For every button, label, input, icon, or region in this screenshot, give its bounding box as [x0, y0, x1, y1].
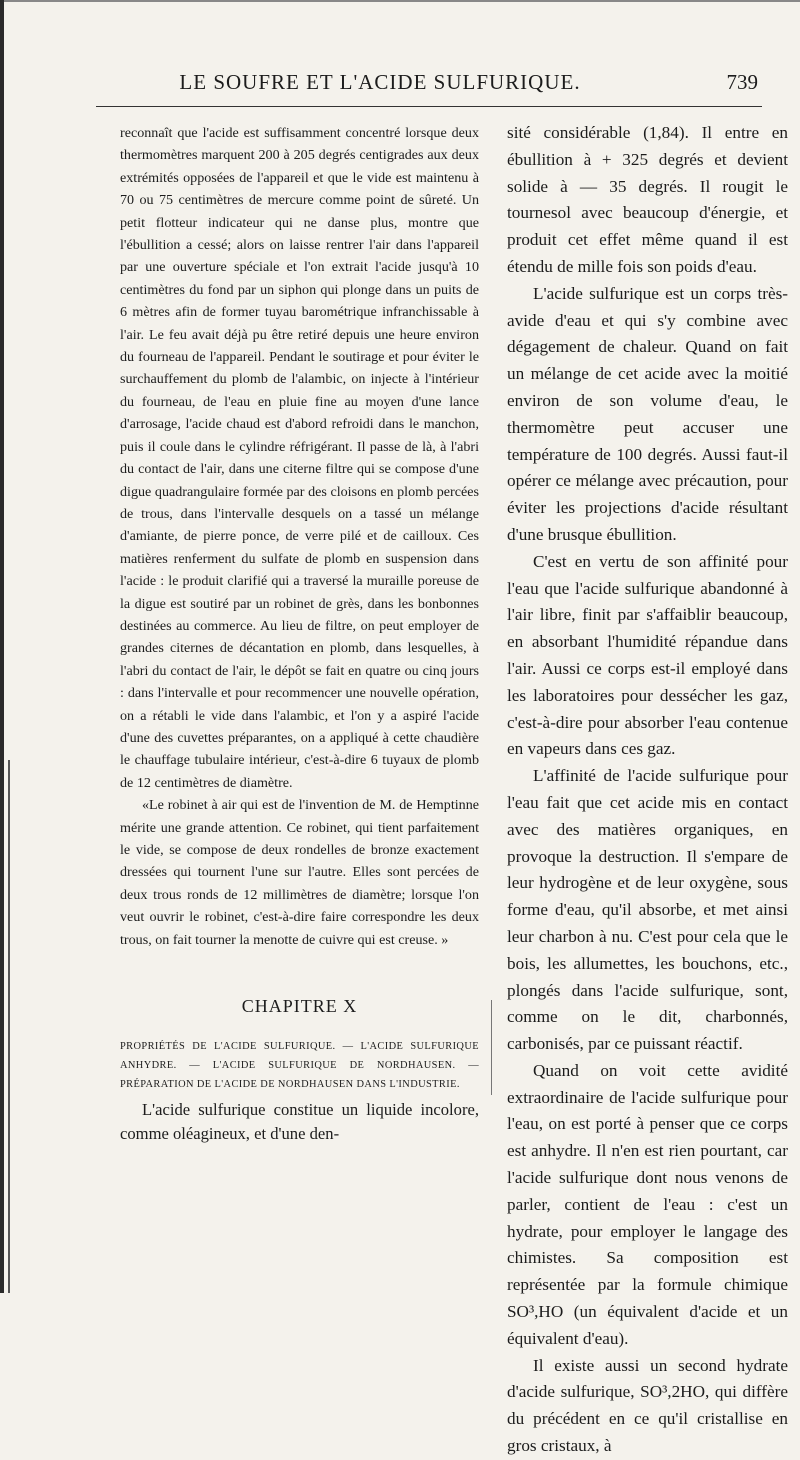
left-paragraph-3: L'acide sulfurique constitue un liquide incolore, comme oléagineux, et d'une den-	[120, 1100, 479, 1144]
chapter-title: CHAPITRE X	[241, 996, 358, 1017]
right-paragraph-3: C'est en vertu de son affinité pour l'eau que l'acide sulfurique abandonné à l'air libre, finit par s'affaiblir beaucoup, en absorbant l'humidité répandue dans l'air. Aussi ce corps est-il employé dans les laboratoires pour dessécher les gaz, c'est-à-dire pour absorber l'eau contenue en vapeurs dans ces gaz.	[507, 551, 788, 759]
left-paragraph-1: reconnaît que l'acide est suffisamment concentré lorsque deux thermomètres marquent 200 à 205 degrés centigrades aux deux extrémités opposées de l'appareil et que le vide est maintenu à 70 ou 75 centimètres de mercure comme point de sûreté. Un petit flotteur indicateur qui ne danse plus, montre que l'ébullition a cessé; alors on laisse rentrer l'air dans l'appareil par une ouverture spéciale et l'on extrait l'acide jusqu'à 10 centimètres du fond par un siphon qui plonge dans un puits de 6 mètres afin de former tuyau barométrique infranchissable à l'air. Le feu avait déjà pu être retiré depuis une heure environ du fourneau de l'appareil. Pendant le soutirage et pour éviter le surchauffement du plomb de l'alambic, on injecte à l'intérieur du fourneau, de l'eau en pluie fine au moyen d'une lance d'arrosage, l'acide chaud est d'abord refroidi dans le manchon, puis il coule dans le cylindre réfrigérant. Il passe de là, à l'abri du contact de l'air, dans une citerne filtre qui se compose d'une digue quadrangulaire formée par des cloisons en plomb percées de trous, dans l'intervalle desquels on a tassé un mélange d'amiante, de pierre ponce, de verre pilé et de cailloux. Ces matières renferment du sulfate de plomb en suspension dans l'acide : le produit clarifié qui a traversé la muraille poreuse de la digue est soutiré par un robinet de grès, dans les bonbonnes destinées au commerce. Au lieu de filtre, on peut employer de grandes citernes de décantation en plomb, dans lesquelles, à l'abri du contact de l'air, le dépôt se fait en quatre ou cinq jours : dans l'intervalle et pour recommencer une nouvelle opération, on a rétabli le vide dans l'alambic, et l'on y a aspiré l'acide d'une des cuvettes préparantes, on a appliqué à cette chaudière le chauffage tubulaire intérieur, c'est-à-dire 6 tuyaux de plomb de 12 centimètres de diamètre.	[120, 125, 479, 791]
right-paragraph-4: L'affinité de l'acide sulfurique pour l'eau fait que cet acide mis en contact avec des matières organiques, en provoque la destruction. Il s'empare de leur hydrogène et de leur oxygène, sous forme d'eau, qu'il absorbe, et met ainsi leur charbon à nu. C'est pour cela que le bois, les allumettes, les bouchons, etc., plongés dans l'acide sulfurique, sont, comme on le dit, charbonnés, carbonisés, par ce puissant réactif.	[507, 766, 788, 1054]
right-column	[507, 120, 788, 1460]
header-rule	[96, 106, 762, 107]
right-paragraph-6: Il existe aussi un second hydrate d'acide sulfurique, SO³,2HO, qui diffère du précédent en ce qu'il cristallise en gros cristaux, à	[507, 1355, 788, 1456]
right-paragraph-1: sité considérable (1,84). Il entre en ébullition à + 325 degrés et devient solide à — 35 degrés. Il rougit le tournesol avec beaucoup d'énergie, et produit cet effet même quand il est étendu de mille fois son poids d'eau.	[507, 123, 788, 276]
page-top-edge	[0, 0, 800, 2]
left-paragraph-2: «Le robinet à air qui est de l'invention de M. de Hemptinne mérite une grande attention. Ce robinet, qui tient parfaitement le vide, se compose de deux rondelles de bronze exactement dressées qui tournent l'une sur l'autre. Elles sont percées de deux trous ronds de 12 millimètres de diamètre; lorsque l'on veut ouvrir le robinet, c'est-à-dire faire correspondre les deux trous, on fait tourner la menotte de cuivre qui est creuse. »	[120, 797, 479, 948]
running-title: LE SOUFRE ET L'ACIDE SULFURIQUE.	[179, 70, 581, 94]
page-gutter-shadow	[8, 760, 10, 1293]
column-margin-mark	[491, 1000, 492, 1095]
right-paragraph-5: Quand on voit cette avidité extraordinaire de l'acide sulfurique pour l'eau, on est porté à penser que ce corps est anhydre. Il n'en est rien pourtant, car l'acide sulfurique dont nous venons de parler, contient de l'eau : c'est un hydrate, pour employer le langage des chimistes. Sa composition est représentée par la formule chimique SO³,HO (un équivalent d'acide et un équivalent d'eau).	[507, 1060, 788, 1348]
page-left-edge	[0, 0, 4, 1293]
chapter-summary: PROPRIÉTÉS DE L'ACIDE SULFURIQUE. — L'ACIDE SULFURIQUE ANHYDRE. — L'ACIDE SULFURIQUE DE NORDHAUSEN. — PRÉPARATION DE L'ACIDE DE NORDHAUSEN DANS L'INDUSTRIE.	[120, 1041, 479, 1091]
page-header	[0, 70, 800, 100]
right-paragraph-2: L'acide sulfurique est un corps très-avide d'eau et qui s'y combine avec dégagement de chaleur. Quand on fait un mélange de cet acide avec la moitié environ de son volume d'eau, le thermomètre peut accuser une température de 100 degrés. Aussi faut-il opérer ce mélange avec précaution, pour éviter les projections d'acide résultant d'une brusque ébullition.	[507, 283, 788, 544]
page-number: 739	[726, 70, 758, 94]
left-column	[120, 122, 479, 1146]
